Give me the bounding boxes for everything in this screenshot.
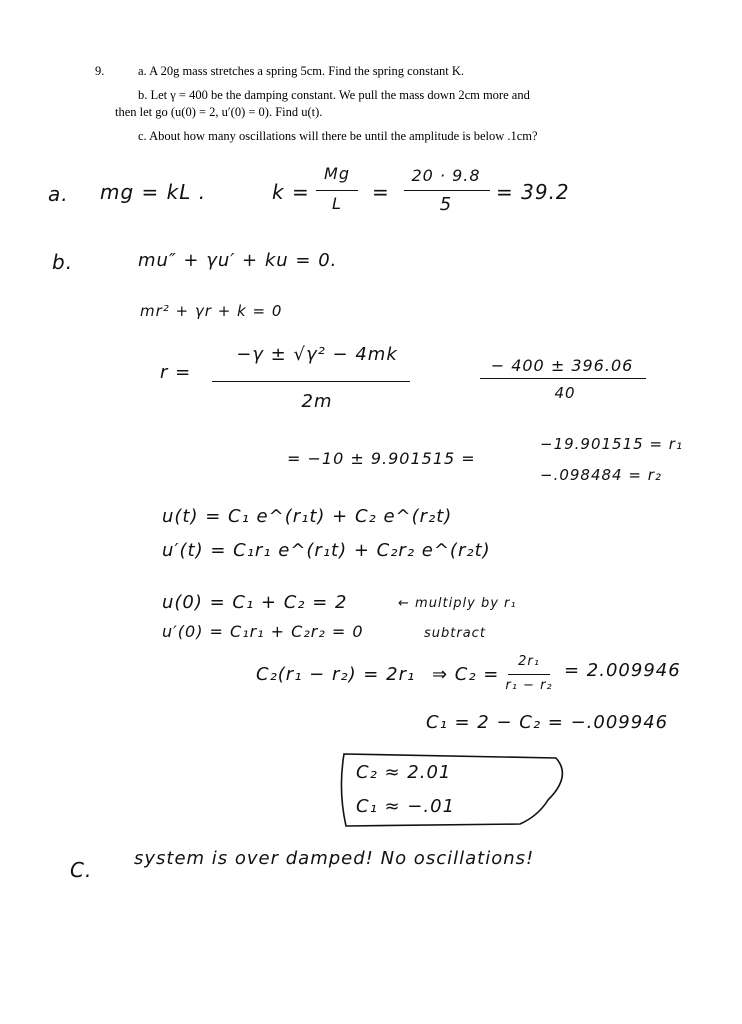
fraction-bar xyxy=(404,190,490,191)
problem-part-b-line1: b. Let γ = 400 be the damping constant. We pull the mass down 2cm more and xyxy=(138,88,530,102)
answer-a-result: = 39.2 xyxy=(496,180,570,204)
answer-c-label: C. xyxy=(70,858,93,882)
answer-a-eq1: mg = kL . xyxy=(100,180,207,204)
answer-b-r-den: 2m xyxy=(301,391,333,412)
answer-b-c2-val: = 2.009946 xyxy=(564,660,681,681)
answer-b-up0-note: subtract xyxy=(424,626,486,641)
problem-part-a: a. A 20g mass stretches a spring 5cm. Find the spring constant K. xyxy=(138,64,465,78)
answer-b-roots-lhs: = −10 ± 9.901515 = xyxy=(287,449,476,468)
problem-part-c: c. About how many oscillations will there be until the amplitude is below .1cm? xyxy=(138,129,538,143)
answer-b-char-eq: mr² + γr + k = 0 xyxy=(140,302,283,320)
answer-b-c2-num: 2r₁ xyxy=(518,654,540,669)
answer-a-num2: 20 · 9.8 xyxy=(411,166,481,185)
answer-b-u0: u(0) = C₁ + C₂ = 2 xyxy=(162,592,348,613)
answer-b-ode: mu″ + γu′ + ku = 0. xyxy=(138,250,338,271)
answer-b-u: u(t) = C₁ e^(r₁t) + C₂ e^(r₂t) xyxy=(162,506,453,527)
answer-b-root2: −.098484 = r₂ xyxy=(540,466,662,484)
answer-box-c2: C₂ ≈ 2.01 xyxy=(356,762,452,783)
answer-a-k-den: L xyxy=(332,194,342,213)
answer-a-label: a. xyxy=(48,182,69,206)
answer-box-c1: C₁ ≈ −.01 xyxy=(356,796,456,817)
answer-b-r-num2: − 400 ± 396.06 xyxy=(490,356,634,375)
fraction-bar xyxy=(480,378,646,379)
answer-c-text: system is over damped! No oscillations! xyxy=(134,848,535,869)
answer-b-root1: −19.901515 = r₁ xyxy=(540,435,683,453)
answer-b-r-lhs: r = xyxy=(160,362,192,383)
answer-a-den2: 5 xyxy=(439,194,453,215)
answer-b-u0-note: ← multiply by r₁ xyxy=(398,596,517,611)
problem-number: 9. xyxy=(95,64,105,78)
answer-b-c1-eq: C₁ = 2 − C₂ = −.009946 xyxy=(426,712,669,733)
answer-b-c2-den: r₁ − r₂ xyxy=(505,678,553,693)
fraction-bar xyxy=(212,381,410,382)
answer-b-up0: u′(0) = C₁r₁ + C₂r₂ = 0 xyxy=(162,622,364,641)
answer-b-label: b. xyxy=(52,250,74,274)
answer-a-eq-sign: = xyxy=(372,180,390,204)
answer-b-r-den2: 40 xyxy=(554,384,576,402)
fraction-bar xyxy=(508,674,550,675)
answer-a-k-lhs: k = xyxy=(272,180,310,204)
fraction-bar xyxy=(316,190,358,191)
answer-b-u-prime: u′(t) = C₁r₁ e^(r₁t) + C₂r₂ e^(r₂t) xyxy=(162,540,491,561)
answer-a-k-num: Mg xyxy=(324,164,350,183)
answer-b-c2-solve-lhs: ⇒ C₂ = xyxy=(432,664,500,685)
problem-part-b-line2: then let go (u(0) = 2, u′(0) = 0). Find u(t). xyxy=(115,105,323,119)
answer-b-c2-eq: C₂(r₁ − r₂) = 2r₁ xyxy=(256,664,416,685)
answer-b-r-num: −γ ± √γ² − 4mk xyxy=(236,344,398,365)
